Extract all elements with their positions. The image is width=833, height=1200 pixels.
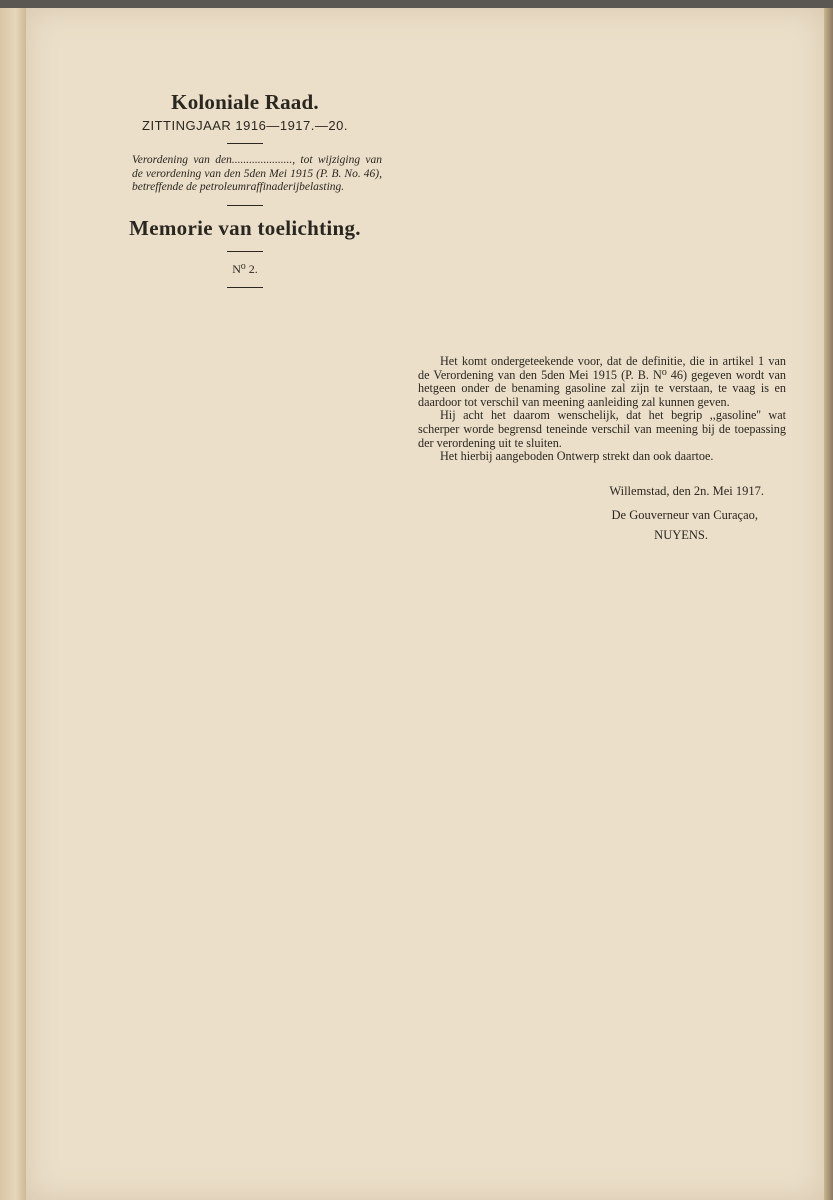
- ordinance-subject: Verordening van den....................., tot wijziging van de verordening van den 5den Mei 1915 (P. B. No. 46), betreffende de petroleumraffinaderijbelasting.: [132, 154, 382, 193]
- left-page-edge: [0, 8, 27, 1200]
- divider: [227, 205, 263, 206]
- signatory-role: De Gouverneur van Curaçao,: [611, 508, 758, 522]
- memorandum-body: [418, 355, 786, 464]
- session-year: ZITTINGJAAR 1916—1917.—20.: [142, 118, 348, 133]
- document-title: Memorie van toelichting.: [129, 215, 361, 240]
- document-header: [100, 90, 390, 298]
- divider: [227, 143, 263, 144]
- document-number: N⁰ 2.: [232, 261, 258, 276]
- divider: [227, 251, 263, 252]
- paragraph: Het hierbij aangeboden Ontwerp strekt dan ook daartoe.: [440, 449, 714, 464]
- right-page-edge: [824, 8, 833, 1200]
- council-title: Koloniale Raad.: [171, 90, 319, 114]
- paragraph: Hij acht het daarom wenschelijk, dat het begrip ,,gasoline'' wat scherper worde begrensd teneinde verschil van meening bij de toepassing der verordening uit te sluiten.: [418, 408, 786, 450]
- signatory-name: NUYENS.: [654, 528, 708, 542]
- paragraph: Het komt ondergeteekende voor, dat de definitie, die in artikel 1 van de Verordening van den 5den Mei 1915 (P. B. N⁰ 46) gegeven wordt van hetgeen onder de benaming gasoline zal zijn te verstaan, te vaag is en daardoor tot verschil van meening aanleiding zal kunnen geven.: [418, 354, 786, 409]
- place-date: Willemstad, den 2n. Mei 1917.: [609, 484, 764, 498]
- divider: [227, 287, 263, 288]
